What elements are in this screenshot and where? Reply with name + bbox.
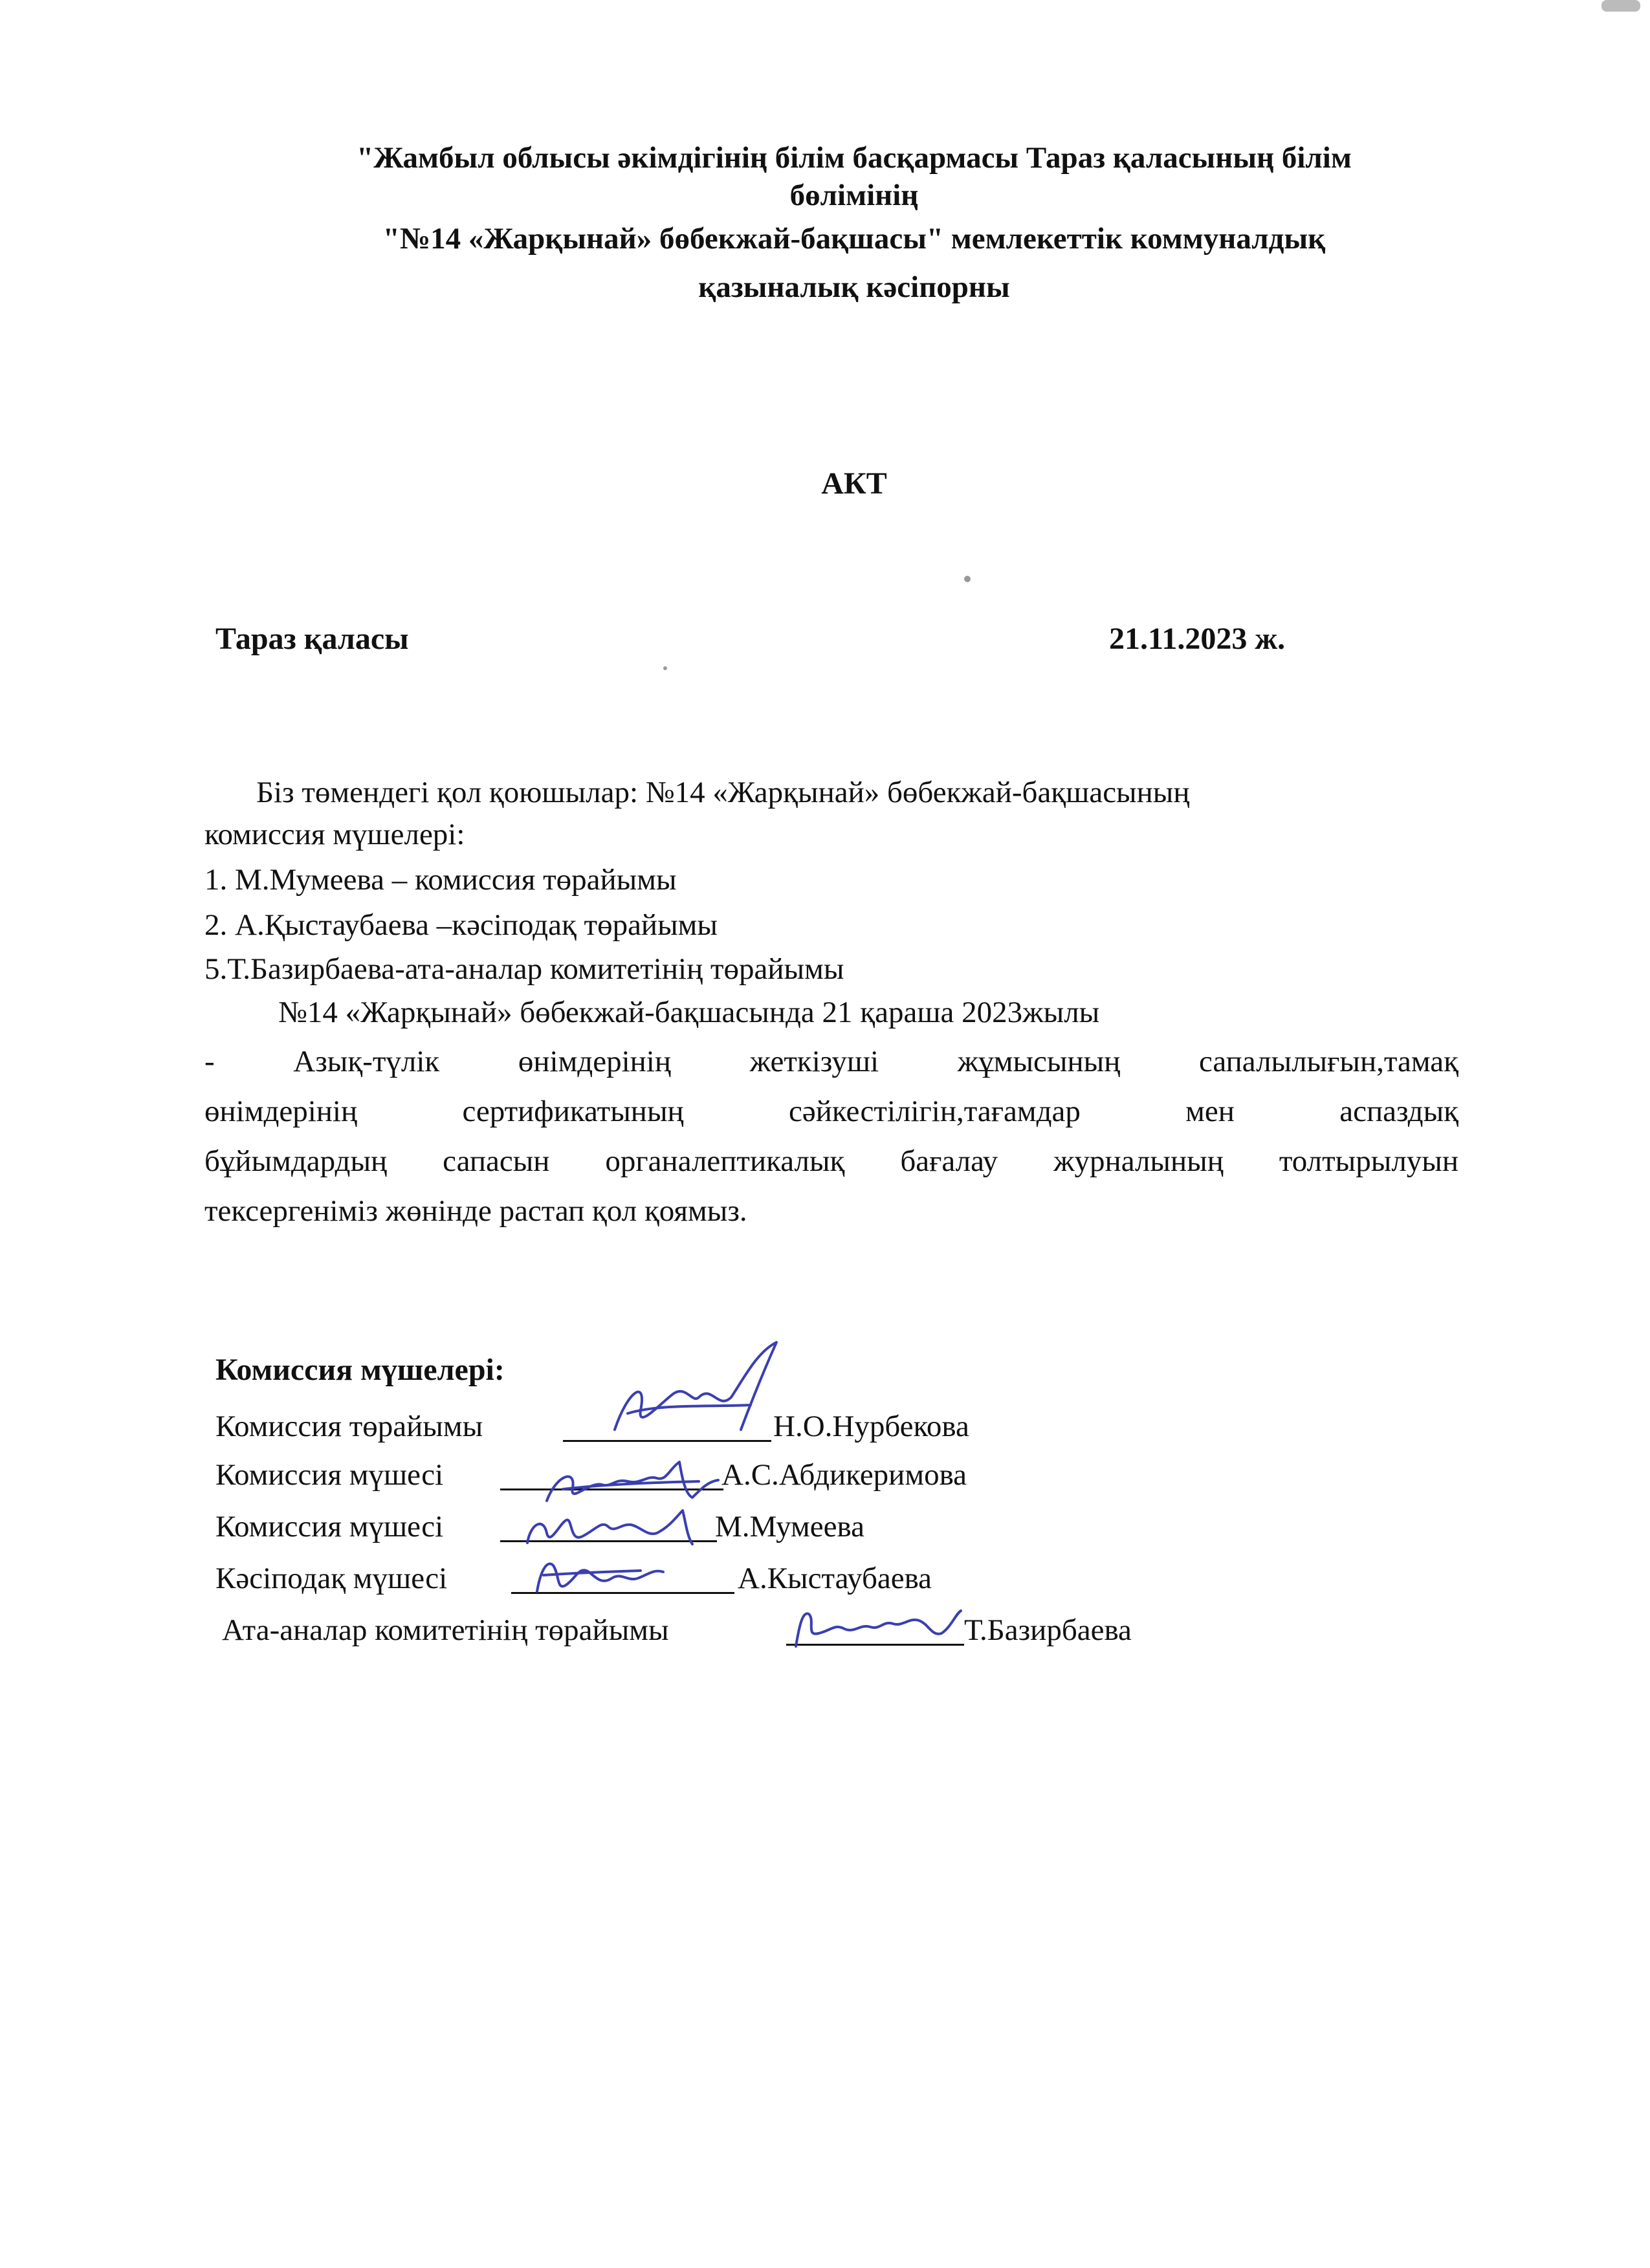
signature-name-1: Н.О.Нурбекова <box>773 1410 969 1443</box>
paragraph-line-4: тексергеніміз жөнінде растап қол қоямыз. <box>204 1194 747 1228</box>
signature-role-3: Комиссия мүшесі <box>215 1510 444 1543</box>
signature-name-3: М.Мумеева <box>715 1510 864 1543</box>
date: 21.11.2023 ж. <box>1109 622 1286 656</box>
paragraph-line-3: бұйымдардың сапасын органалептикалық бағалау журналының толтырылуын <box>204 1144 1458 1178</box>
signature-name-5: Т.Базирбаева <box>964 1613 1132 1647</box>
intro-line-1: Біз төмендегі қол қоюшылар: №14 «Жарқынай» бөбекжай-бақшасының <box>256 776 1190 809</box>
handwritten-signature-icon <box>602 1333 796 1449</box>
main-paragraph <box>204 1037 1458 1236</box>
paragraph-line-2: өнімдерінің сертификатының сәйкестілігін,тағамдар мен аспаздық <box>204 1095 1458 1128</box>
signature-role-5: Ата-аналар комитетінің төрайымы <box>222 1613 669 1647</box>
paragraph-line-1: - Азық-түлік өнімдерінің жеткізуші жұмысының сапалылығын,тамақ <box>204 1045 1458 1078</box>
signature-name-2: А.С.Абдикеримова <box>721 1458 967 1492</box>
signature-name-4: А.Кыстаубаева <box>738 1562 932 1595</box>
document-title: АКТ <box>821 466 887 501</box>
place: Тараз қаласы <box>215 622 409 656</box>
signature-role-4: Кәсіподақ мүшесі <box>215 1562 448 1595</box>
scan-speck <box>663 666 667 670</box>
member-line-2: 2. А.Қыстаубаева –кәсіподақ төрайымы <box>204 908 718 942</box>
handwritten-signature-icon <box>524 1546 692 1604</box>
scan-edge-mark <box>1601 0 1640 12</box>
intro-date-line: №14 «Жарқынай» бөбекжай-бақшасында 21 қараша 2023жылы <box>278 996 1100 1029</box>
header-line-4: қазыналық кәсіпорны <box>698 270 1010 304</box>
header-line-1: "Жамбыл облысы әкімдігінің білім басқармасы Тараз қаласының білім <box>357 141 1352 175</box>
header-line-2: бөлімінің <box>789 179 919 212</box>
member-line-3: 5.Т.Базирбаева-ата-аналар комитетінің төрайымы <box>204 952 844 986</box>
signatures-heading: Комиссия мүшелері: <box>215 1353 505 1387</box>
intro-line-2: комиссия мүшелері: <box>204 818 465 851</box>
member-line-1: 1. М.Мумеева – комиссия төрайымы <box>204 863 677 897</box>
signature-role-2: Комиссия мүшесі <box>215 1458 444 1492</box>
header-line-3: "№14 «Жарқынай» бөбекжай-бақшасы" мемлекеттік коммуналдық <box>382 222 1326 256</box>
scan-speck <box>964 576 971 582</box>
signature-role-1: Комиссия төрайымы <box>215 1410 483 1443</box>
handwritten-signature-icon <box>786 1598 974 1656</box>
